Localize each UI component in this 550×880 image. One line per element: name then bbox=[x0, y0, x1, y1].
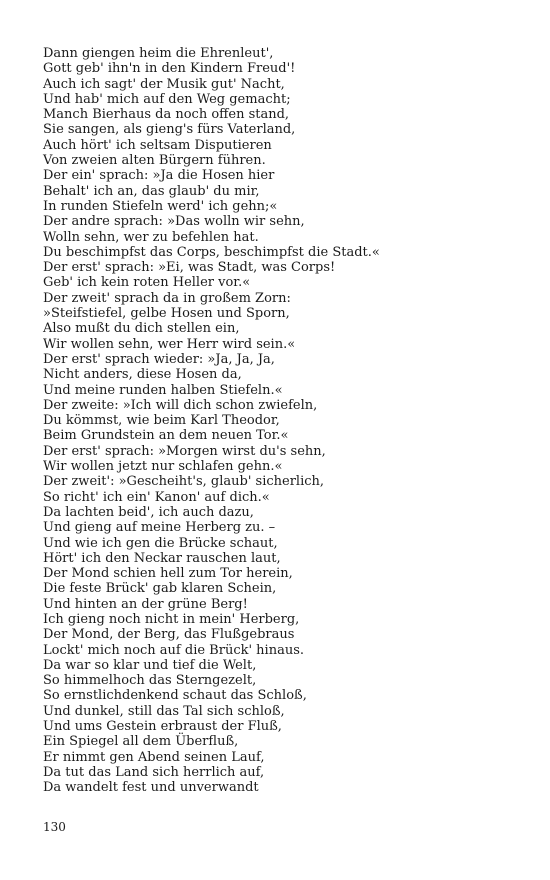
poem-line: Der zweit' sprach da in großem Zorn: bbox=[43, 290, 291, 306]
poem-line: Der zweite: »Ich will dich schon zwiefeln, bbox=[43, 397, 318, 413]
poem-line: Und ums Gestein erbraust der Fluß, bbox=[43, 719, 282, 735]
poem-line: Der zweit': »Gescheiht's, glaub' sicherlich, bbox=[43, 474, 325, 490]
poem-line: Wir wollen jetzt nur schlafen gehn.« bbox=[43, 459, 283, 475]
poem-line: Und gieng auf meine Herberg zu. – bbox=[43, 520, 276, 536]
poem-line: Und hinten an der grüne Berg! bbox=[43, 596, 248, 612]
poem-line: Der erst' sprach: »Ei, was Stadt, was Corps! bbox=[43, 260, 336, 276]
poem-line: Auch hört' ich seltsam Disputieren bbox=[43, 137, 272, 153]
poem-line: In runden Stiefeln werd' ich gehn;« bbox=[43, 198, 278, 214]
poem-text bbox=[43, 46, 380, 796]
poem-line: Hört' ich den Neckar rauschen laut, bbox=[43, 550, 281, 566]
poem-line: Da lachten beid', ich auch dazu, bbox=[43, 504, 254, 520]
poem-line: Nicht anders, diese Hosen da, bbox=[43, 367, 242, 383]
poem-line: Auch ich sagt' der Musik gut' Nacht, bbox=[43, 76, 285, 92]
poem-line: Gott geb' ihn'n in den Kindern Freud'! bbox=[43, 61, 296, 77]
poem-line: Da wandelt fest und unverwandt bbox=[43, 780, 259, 796]
poem-line: Und hab' mich auf den Weg gemacht; bbox=[43, 91, 291, 107]
poem-line: Von zweien alten Bürgern führen. bbox=[43, 153, 266, 169]
poem-line: Manch Bierhaus da noch offen stand, bbox=[43, 107, 290, 123]
poem-line: Wolln sehn, wer zu befehlen hat. bbox=[43, 229, 259, 245]
poem-line: Und dunkel, still das Tal sich schloß, bbox=[43, 703, 285, 719]
poem-line: Du kömmst, wie beim Karl Theodor, bbox=[43, 413, 280, 429]
poem-line: Also mußt du dich stellen ein, bbox=[43, 321, 240, 337]
poem-line: Der Mond schien hell zum Tor herein, bbox=[43, 566, 293, 582]
poem-line: Da tut das Land sich herrlich auf, bbox=[43, 764, 265, 780]
page-number: 130 bbox=[43, 820, 66, 834]
poem-line: Er nimmt gen Abend seinen Lauf, bbox=[43, 749, 265, 765]
poem-line: Der ein' sprach: »Ja die Hosen hier bbox=[43, 168, 275, 184]
poem-line: Sie sangen, als gieng's fürs Vaterland, bbox=[43, 122, 296, 138]
poem-line: Der erst' sprach wieder: »Ja, Ja, Ja, bbox=[43, 351, 275, 367]
poem-line: Dann giengen heim die Ehrenleut', bbox=[43, 46, 274, 61]
poem-line: Ich gieng noch nicht in mein' Herberg, bbox=[43, 611, 300, 627]
poem-line: Geb' ich kein roten Heller vor.« bbox=[43, 275, 251, 291]
poem-line: Und meine runden halben Stiefeln.« bbox=[43, 382, 283, 398]
poem-line: So himmelhoch das Sterngezelt, bbox=[43, 673, 257, 689]
poem-line: So richt' ich ein' Kanon' auf dich.« bbox=[43, 489, 270, 505]
poem-line: »Steifstiefel, gelbe Hosen und Sporn, bbox=[43, 306, 290, 322]
poem-line: Ein Spiegel all dem Überfluß, bbox=[43, 734, 239, 750]
poem-line: Der erst' sprach: »Morgen wirst du's sehn, bbox=[43, 443, 326, 459]
poem-line: So ernstlichdenkend schaut das Schloß, bbox=[43, 688, 307, 704]
poem-line: Der andre sprach: »Das wolln wir sehn, bbox=[43, 214, 305, 230]
poem-line: Wir wollen sehn, wer Herr wird sein.« bbox=[43, 336, 296, 352]
poem-line: Lockt' mich noch auf die Brück' hinaus. bbox=[43, 642, 305, 658]
poem-line: Behalt' ich an, das glaub' du mir, bbox=[43, 183, 260, 199]
poem-line: Beim Grundstein an dem neuen Tor.« bbox=[43, 428, 289, 444]
poem-line: Der Mond, der Berg, das Flußgebraus bbox=[43, 627, 295, 643]
poem-line: Die feste Brück' gab klaren Schein, bbox=[43, 581, 277, 597]
poem-line: Und wie ich gen die Brücke schaut, bbox=[43, 535, 278, 551]
poem-line: Du beschimpfst das Corps, beschimpfst die Stadt.« bbox=[43, 244, 380, 260]
poem-line: Da war so klar und tief die Welt, bbox=[43, 657, 257, 673]
